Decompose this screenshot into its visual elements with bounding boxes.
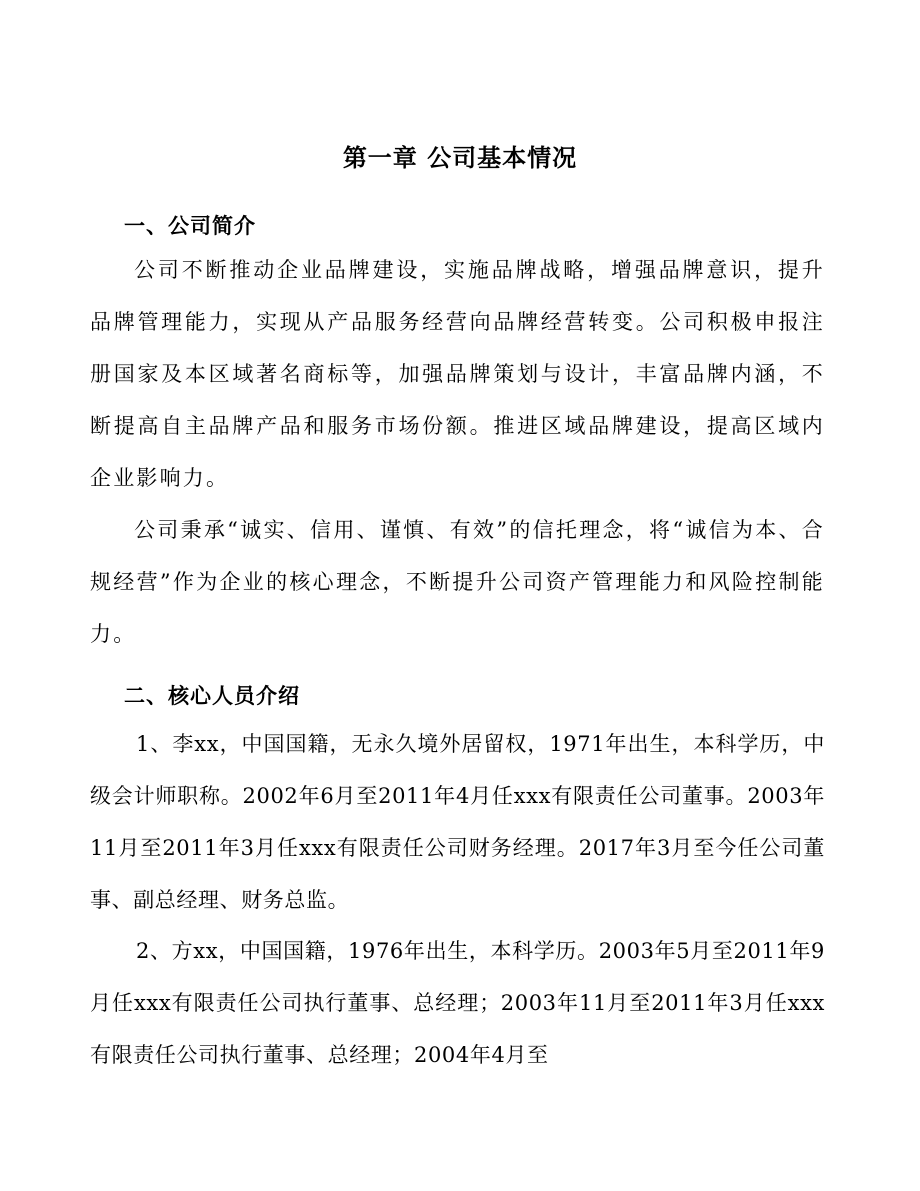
paragraph-person-fang: 2、方xx，中国国籍，1976年出生，本科学历。2003年5月至2011年9月任xxx有限责任公司执行董事、总经理；2003年11月至2011年3月任xxx有限责任公司执行董事、总经理；2004年4月至	[90, 939, 825, 1067]
paragraph-brand-building: 公司不断推动企业品牌建设，实施品牌战略，增强品牌意识，提升品牌管理能力，实现从产品服务经营向品牌经营转变。公司积极申报注册国家及本区域著名商标等，加强品牌策划与设计，丰富品牌内涵，不断提高自主品牌产品和服务市场份额。推进区域品牌建设，提高区域内企业影响力。	[90, 258, 825, 490]
paragraph-trust-philosophy: 公司秉承“诚实、信用、谨慎、有效”的信托理念，将“诚信为本、合规经营”作为企业的核心理念，不断提升公司资产管理能力和风险控制能力。	[90, 518, 825, 646]
chapter-title: 第一章 公司基本情况	[342, 143, 578, 172]
section-heading-core-personnel: 二、核心人员介绍	[124, 683, 300, 708]
section-heading-company-intro: 一、公司简介	[124, 213, 256, 238]
paragraph-person-li: 1、李xx，中国国籍，无永久境外居留权，1971年出生，本科学历，中级会计师职称。2002年6月至2011年4月任xxx有限责任公司董事。2003年11月至2011年3月任xxx有限责任公司财务经理。2017年3月至今任公司董事、副总经理、财务总监。	[90, 732, 825, 912]
